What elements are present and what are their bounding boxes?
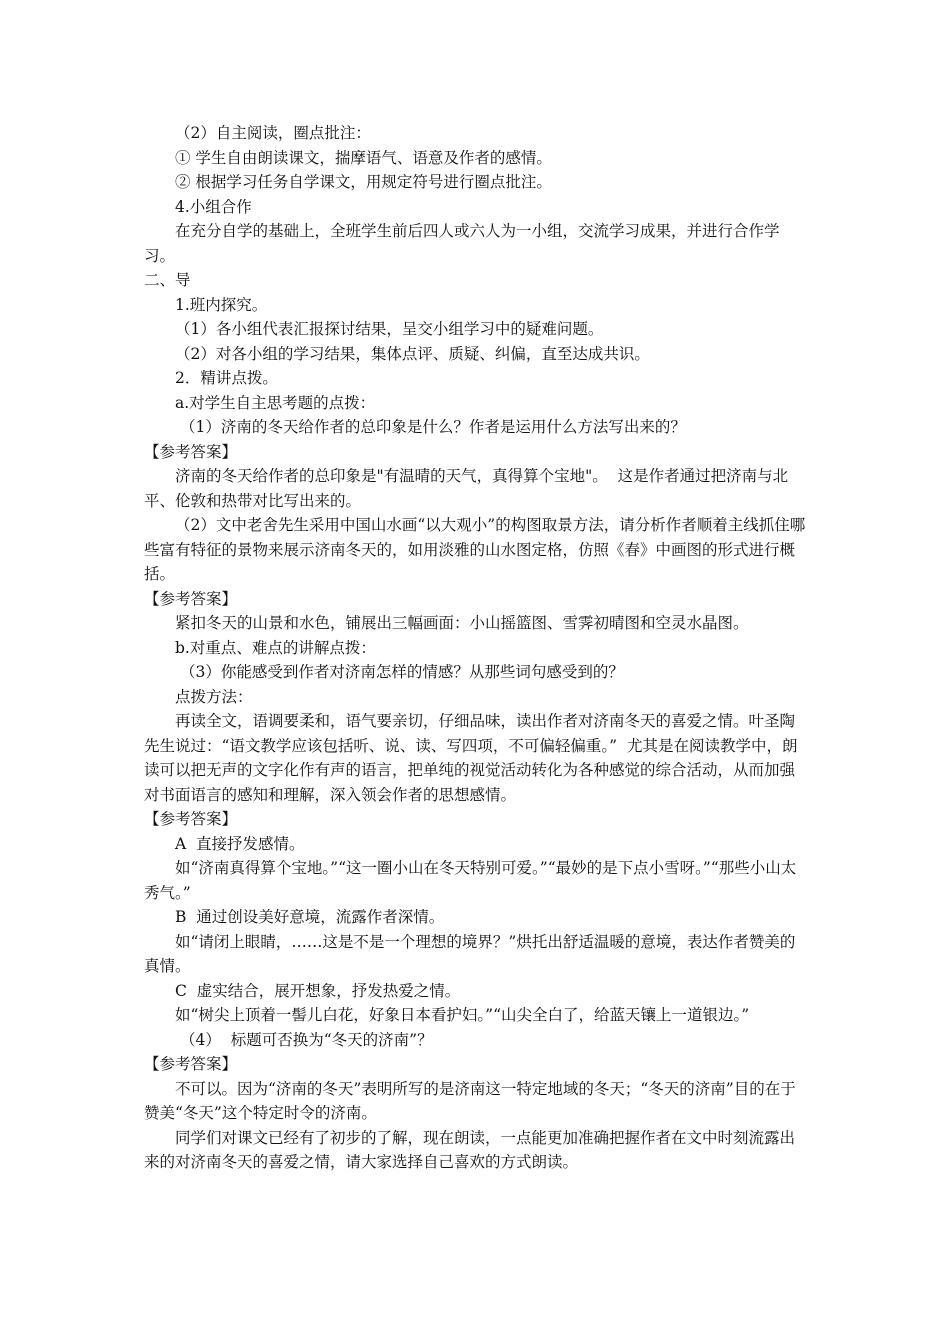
text-line: （2）自主阅读，圈点批注： xyxy=(175,124,371,142)
text-line: 如“请闭上眼睛，……这是不是一个理想的境界？”烘托出舒适温暖的意境，表达作者赞美的真情。 xyxy=(144,932,796,975)
text-line: 在充分自学的基础上，全班学生前后四人或六人为一小组，交流学习成果，并进行合作学习。 xyxy=(144,222,780,265)
text-line: 紧扣冬天的山景和水色，铺展出三幅画面：小山摇篮图、雪霁初晴图和空灵水晶图。 xyxy=(175,614,749,632)
text-line: b.对重点、难点的讲解点拨： xyxy=(175,638,376,657)
answer-heading: 【参考答案】 xyxy=(144,1055,238,1073)
text-line: 济南的冬天给作者的总印象是"有温晴的天气，真得算个宝地"。 这是作者通过把济南与北平、伦敦和热带对比写出来的。 xyxy=(144,467,789,510)
answer-heading: 【参考答案】 xyxy=(144,589,238,608)
text-line: 同学们对课文已经有了初步的了解，现在朗读，一点能更加准确把握作者在文中时刻流露出来的对济南冬天的喜爱之情，请大家选择自己喜欢的方式朗读。 xyxy=(144,1128,796,1171)
document-body xyxy=(144,121,810,1175)
text-line: 2．精讲点拨。 xyxy=(175,369,278,387)
answer-heading: 【参考答案】 xyxy=(144,810,238,828)
text-line: A 直接抒发感情。 xyxy=(175,834,305,853)
text-line: 不可以。因为“济南的冬天”表明所写的是济南这一特定地域的冬天；“冬天的济南”目的在于赞美“冬天”这个特定时令的济南。 xyxy=(144,1079,796,1122)
text-line: （1）各小组代表汇报探讨结果，呈交小组学习中的疑难问题。 xyxy=(175,320,604,338)
text-line: （2）文中老舍先生采用中国山水画“以大观小”的构图取景方法，请分析作者顺着主线抓住哪些富有特征的景物来展示济南冬天的，如用淡雅的山水图定格，仿照《春》中画图的形式进行概括。 xyxy=(144,516,806,583)
text-line: 二、导 xyxy=(144,271,191,289)
answer-heading: 【参考答案】 xyxy=(144,442,238,461)
text-line: （2）对各小组的学习结果，集体点评、质疑、纠偏，直至达成共识。 xyxy=(175,344,650,363)
text-line: 再读全文，语调要柔和，语气要亲切，仔细品味，读出作者对济南冬天的喜爱之情。叶圣陶先生说过：“语文教学应该包括听、说、读、写四项，不可偏轻偏重。” 尤其是在阅读教学中，朗读可以把无声的文字化作有声的语言，把单纯的视觉活动转化为各种感觉的综合活动，从而加强对书面语言的感知和理解，深入领会作者的思想感情。 xyxy=(144,712,798,804)
text-line: 如“济南真得算个宝地。”“这一圈小山在冬天特别可爱。”“最妙的是下点小雪呀。”“那些小山太秀气。” xyxy=(144,859,797,902)
text-line: ① 学生自由朗读课文，揣摩语气、语意及作者的感情。 xyxy=(175,148,552,167)
text-line: （3）你能感受到作者对济南怎样的情感？从那些词句感受到的？ xyxy=(180,663,624,681)
text-line: 点拨方法： xyxy=(175,687,253,706)
text-line: 如“树尖上顶着一髻儿白花，好象日本看护妇。”“山尖全白了，给蓝天镶上一道银边。” xyxy=(175,1006,750,1024)
text-line: （1）济南的冬天给作者的总印象是什么？作者是运用什么方法写出来的？ xyxy=(180,418,686,436)
text-line: a.对学生自主思考题的点拨： xyxy=(175,393,376,412)
text-line: B 通过创设美好意境，流露作者深情。 xyxy=(175,908,445,926)
text-line: ② 根据学习任务自学课文，用规定符号进行圈点批注。 xyxy=(175,173,552,191)
text-line: （4） 标题可否换为“冬天的济南”？ xyxy=(180,1030,433,1049)
text-line: C 虚实结合，展开想象，抒发热爱之情。 xyxy=(175,981,461,1000)
text-line: 1.班内探究。 xyxy=(175,295,268,314)
text-line: 4.小组合作 xyxy=(175,197,252,216)
